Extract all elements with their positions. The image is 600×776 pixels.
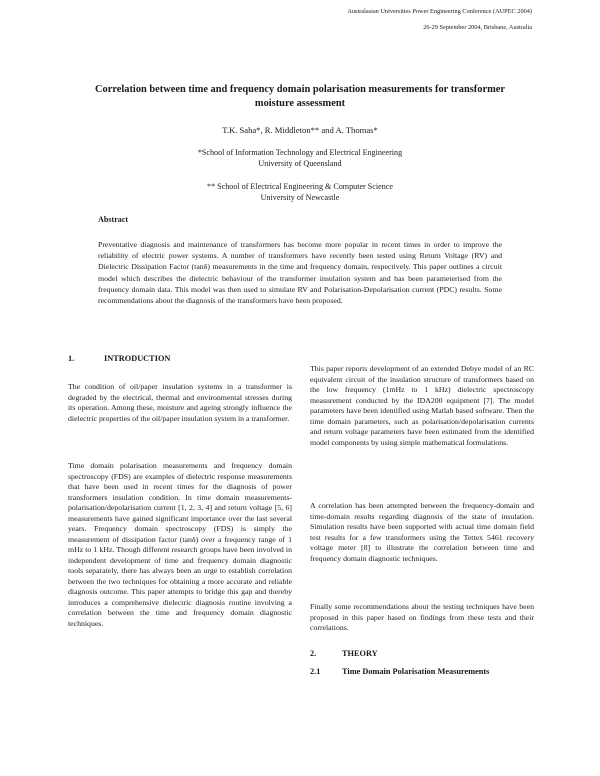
affiliation-uq (0, 147, 600, 169)
running-header-date: 26-29 September 2004, Brisbane, Australia (423, 24, 532, 31)
abstract-text: Preventative diagnosis and maintenance of transformers has become more popular in recent times in order to improve the reliability of electric power systems. A number of transformers have recently been tested using Return Voltage (RV) and Dielectric Dissipation Factor (tanδ) measurements in the time and frequency domain, respectively. This paper outlines a circuit model which describes the dielectric behaviour of the transformer insulation system and has been parameterised from the frequency domain data. This model was then used to simulate RV and Polarisation-Depolarisation current (PDC) results. Some recommendations about the diagnosis of the transformers have been proposed. (98, 240, 502, 306)
subsection-number: 2.1 (310, 667, 321, 676)
affiliation-uq-school: *School of Information Technology and Electrical Engineering (197, 148, 403, 157)
affiliation-newcastle-school: ** School of Electrical Engineering & Computer Science (207, 182, 393, 191)
body-paragraph: The condition of oil/paper insulation systems in a transformer is degraded by the electrical, thermal and environmental stresses during its operation. Among these, moisture and ageing strongly influence the dielectric properties of the oil/paper insulation system in a transformer. (68, 382, 292, 423)
body-paragraph: Time domain polarisation measurements and frequency domain spectroscopy (FDS) are examples of dielectric response measurements that have been used in recent times for the diagnosis of power transformers insulation condition. In time domain measurements-polarisation/depolarisation current [1, 2, 3, 4] and return voltage [5, 6] measurements have gained significant importance over the last several years. Frequency domain spectroscopy (FDS) is simply the measurement of dissipation factor (tanδ) over a frequency range of 1 mHz to 1 kHz. Though different research groups have been involved in independent development of time and frequency domain diagnostic tools separately, there has always been an urge to establish correlation between the two techniques for obtaining a more accurate and reliable diagnosis outcome. This paper attempts to bridge this gap and thereby introduces a comprehensive dielectric diagnosis routine involving a correlation between the time and frequency domain diagnostic techniques. (68, 461, 292, 628)
subsection-heading-time-domain (310, 667, 489, 676)
section-title: THEORY (342, 649, 378, 658)
section-title: INTRODUCTION (104, 354, 171, 363)
paper-title: Correlation between time and frequency domain polarisation measurements for transformer moisture assessment (95, 84, 505, 109)
section-heading-introduction (68, 354, 170, 363)
body-paragraph: This paper reports development of an extended Debye model of an RC equivalent circuit of the insulation structure of transformers based on the low frequency (1mHz to 1 kHz) dielectric spectroscopy measurement conducted by the IDA200 equipment [7]. The model parameters have been identified using Matlab based software. Then the time domain parameters, such as polarisation/depolarisation currents and return voltage parameters have been estimated from the identified model components by using simple mathematical formulations. (310, 364, 534, 447)
section-number: 1. (68, 354, 75, 363)
abstract-heading: Abstract (98, 215, 129, 224)
running-header-conference: Australasian Universities Power Engineering Conference (AUPEC 2004) (347, 8, 532, 15)
body-paragraph: A correlation has been attempted between the frequency-domain and time-domain results regarding diagnosis of the state of insulation. Simulation results have been supported with actual time domain field test results for a few transformers using the Tettex 5461 recovery voltage meter [8] to illustrate the correlation between time and frequency domain diagnostic techniques. (310, 501, 534, 563)
affiliation-newcastle-university: University of Newcastle (260, 193, 340, 202)
affiliation-uq-university: University of Queensland (258, 159, 342, 168)
paper-authors: T.K. Saha*, R. Middleton** and A. Thomas* (222, 125, 378, 135)
body-paragraph: Finally some recommendations about the testing techniques have been proposed in this paper based on findings from these tests and their correlations. (310, 602, 534, 632)
section-number: 2. (310, 649, 317, 658)
subsection-title: Time Domain Polarisation Measurements (342, 667, 490, 676)
section-heading-theory (310, 649, 378, 658)
affiliation-newcastle (0, 181, 600, 203)
